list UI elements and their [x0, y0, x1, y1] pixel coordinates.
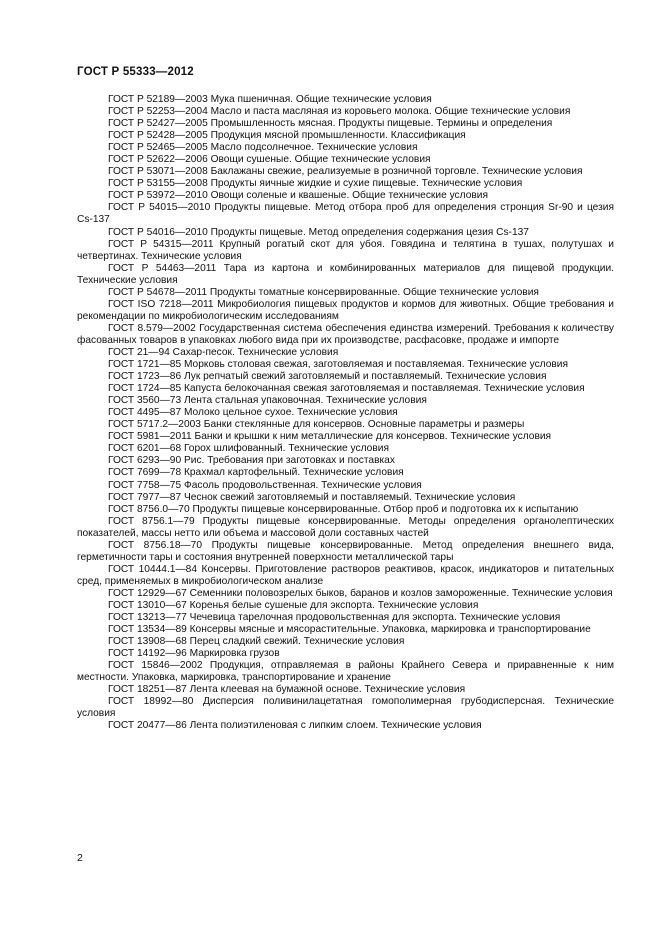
reference-item: ГОСТ ISO 7218—2011 Микробиология пищевых продуктов и кормов для животных. Общие требования и рекомендации по микробиологическим исследованиям: [77, 298, 614, 322]
reference-item: ГОСТ 14192—96 Маркировка грузов: [108, 648, 280, 660]
reference-item: ГОСТ 18992—80 Дисперсия поливинилацетатная гомополимерная грубодисперсная. Технические условия: [77, 696, 614, 720]
reference-item: ГОСТ 20477—86 Лента полиэтиленовая с липким слоем. Технические условия: [108, 720, 482, 732]
reference-list: [77, 94, 614, 732]
reference-item: ГОСТ Р 54015—2010 Продукты пищевые. Метод отбора проб для определения стронция Sr-90 и цезия Cs-137: [77, 202, 614, 226]
reference-item: ГОСТ 21—94 Сахар-песок. Технические условия: [108, 346, 339, 358]
page-number: 2: [77, 852, 83, 864]
reference-item: ГОСТ Р 54678—2011 Продукты томатные консервированные. Общие технические условия: [108, 286, 539, 298]
reference-item: ГОСТ 13213—77 Чечевица тарелочная продовольственная для экспорта. Технические условия: [108, 612, 561, 624]
reference-item: ГОСТ 5717.2—2003 Банки стеклянные для консервов. Основные параметры и размеры: [108, 419, 525, 431]
document-header: ГОСТ Р 55333—2012: [77, 66, 194, 78]
reference-item: ГОСТ 1724—85 Капуста белокочанная свежая заготовляемая и поставляемая. Технические условия: [108, 383, 585, 395]
reference-item: ГОСТ 15846—2002 Продукция, отправляемая в районы Крайнего Севера и приравненные к ним местности. Упаковка, маркировка, транспортирование и хранение: [77, 660, 614, 684]
reference-item: ГОСТ 7699—78 Крахмал картофельный. Технические условия: [108, 467, 404, 479]
reference-item: ГОСТ Р 52253—2004 Масло и паста масляная из коровьего молока. Общие технические условия: [108, 106, 571, 118]
reference-item: ГОСТ 10444.1—84 Консервы. Приготовление растворов реактивов, красок, индикаторов и питательных сред, применяемых в микробиологическом анализе: [77, 563, 614, 587]
reference-item: ГОСТ 8.579—2002 Государственная система обеспечения единства измерений. Требования к количеству фасованных товаров в упаковках любого вида при их производстве, расфасовке, продаже и импорте: [77, 322, 614, 346]
reference-item: ГОСТ 6293—90 Рис. Требования при заготовках и поставках: [108, 455, 395, 467]
reference-item: ГОСТ 1723—86 Лук репчатый свежий заготовляемый и поставляемый. Технические условия: [108, 371, 547, 383]
reference-item: ГОСТ 13534—89 Консервы мясные и мясорастительные. Упаковка, маркировка и транспортирование: [108, 624, 591, 636]
reference-item: ГОСТ 1721—85 Морковь столовая свежая, заготовляемая и поставляемая. Технические условия: [108, 359, 569, 371]
reference-item: ГОСТ Р 54315—2011 Крупный рогатый скот для убоя. Говядина и телятина в тушах, полутушах и четвертинах. Технические условия: [77, 238, 614, 262]
reference-item: ГОСТ 13010—67 Коренья белые сушеные для экспорта. Технические условия: [108, 599, 479, 611]
reference-item: ГОСТ 5981—2011 Банки и крышки к ним металлические для консервов. Технические условия: [108, 431, 552, 443]
reference-item: ГОСТ 7758—75 Фасоль продовольственная. Технические условия: [108, 479, 422, 491]
reference-item: ГОСТ 4495—87 Молоко цельное сухое. Технические условия: [108, 407, 398, 419]
reference-item: ГОСТ Р 54016—2010 Продукты пищевые. Метод определения содержания цезия Cs-137: [108, 226, 529, 238]
reference-item: ГОСТ Р 54463—2011 Тара из картона и комбинированных материалов для пищевой продукции. Технические условия: [77, 262, 614, 286]
reference-item: ГОСТ Р 53972—2010 Овощи соленые и квашеные. Общие технические условия: [108, 190, 488, 202]
reference-item: ГОСТ Р 53155—2008 Продукты яичные жидкие и сухие пищевые. Технические условия: [108, 178, 523, 190]
reference-item: ГОСТ 6201—68 Горох шлифованный. Технические условия: [108, 443, 389, 455]
reference-item: ГОСТ 18251—87 Лента клеевая на бумажной основе. Технические условия: [108, 684, 466, 696]
reference-item: ГОСТ Р 52622—2006 Овощи сушеные. Общие технические условия: [108, 154, 431, 166]
reference-item: ГОСТ 12929—67 Семенники половозрелых быков, баранов и козлов замороженные. Технические условия: [108, 587, 613, 599]
reference-item: ГОСТ Р 52427—2005 Промышленность мясная. Продукты пищевые. Термины и определения: [108, 118, 553, 130]
reference-item: ГОСТ Р 52428—2005 Продукция мясной промышленности. Классификация: [108, 130, 466, 142]
reference-item: ГОСТ 13908—68 Перец сладкий свежий. Технические условия: [108, 636, 405, 648]
reference-item: ГОСТ 7977—87 Чеснок свежий заготовляемый и поставляемый. Технические условия: [108, 491, 516, 503]
reference-item: ГОСТ 8756.18—70 Продукты пищевые консервированные. Метод определения внешнего вида, герметичности тары и состояния внутренней поверхности металлической тары: [77, 539, 614, 563]
reference-item: ГОСТ 3560—73 Лента стальная упаковочная. Технические условия: [108, 395, 427, 407]
reference-item: ГОСТ Р 52465—2005 Масло подсолнечное. Технические условия: [108, 142, 418, 154]
reference-item: ГОСТ 8756.1—79 Продукты пищевые консервированные. Методы определения органолептических показателей, массы нетто или объема и массовой доли составных частей: [77, 515, 614, 539]
reference-item: ГОСТ 8756.0—70 Продукты пищевые консервированные. Отбор проб и подготовка их к испытанию: [108, 503, 579, 515]
reference-item: ГОСТ Р 53071—2008 Баклажаны свежие, реализуемые в розничной торговле. Технические условия: [108, 166, 583, 178]
reference-item: ГОСТ Р 52189—2003 Мука пшеничная. Общие технические условия: [108, 94, 432, 105]
